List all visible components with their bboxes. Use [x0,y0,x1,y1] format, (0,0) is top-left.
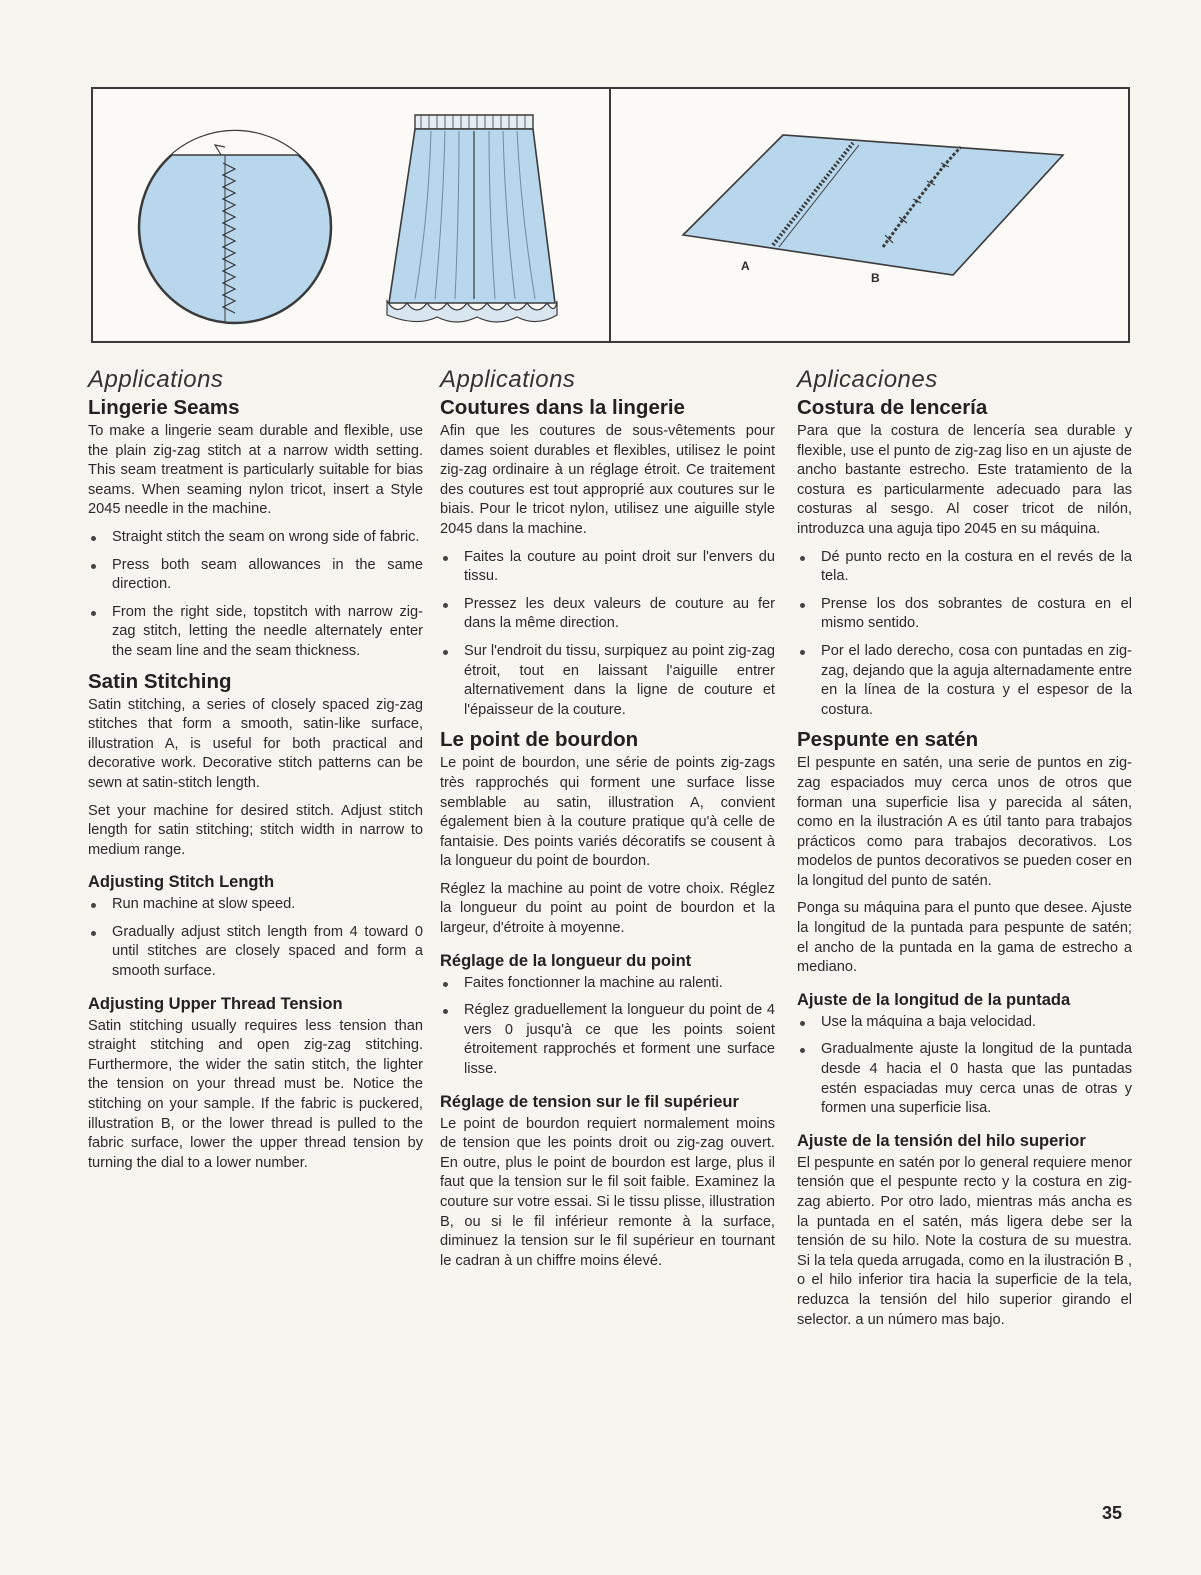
lingerie-step: Press both seam allowances in the same direction. [88,556,423,595]
satin-heading: Le point de bourdon [440,728,639,752]
length-steps [88,895,423,981]
length-step: Use la máquina a baja velocidad. [797,1013,1132,1033]
lingerie-steps [88,528,423,662]
lingerie-heading: Lingerie Seams [88,396,240,419]
spanish-column [797,366,1132,1338]
lingerie-intro: Afin que les coutures de sous-vêtements pour dames soient durables et flexibles, utilisez le point zig-zag ordinaire à un réglage étroit. Ce traitement des coutures est tout approprié aux coutures sur le biais. Pour le tricot nylon, utilisez une aiguille style 2045 dans la machine. [440,423,775,537]
tension-heading: Ajuste de la tensión del hilo superior [797,1131,1086,1150]
lingerie-step: Sur l'endroit du tissu, surpiquez au point zig-zag étroit, tout en laissant l'aiguille entrer alternativement dans la ligne de couture et l'épaisseur de la couture. [440,642,775,720]
lingerie-step: Straight stitch the seam on wrong side of fabric. [88,528,423,548]
lingerie-heading: Coutures dans la lingerie [440,396,685,419]
satin-heading: Satin Stitching [88,669,232,693]
english-column [88,366,423,1181]
tension-heading: Réglage de tension sur le fil supérieur [440,1092,739,1111]
lingerie-step: Pressez les deux valeurs de couture au fer dans la même direction. [440,595,775,634]
lingerie-intro: Para que la costura de lencería sea durable y flexible, use el punto de zig-zag liso en un ajuste de ancho bastante estrecho. Este tratamiento de la costura es particularmente adecuado para las costuras al sesgo. Al coser tricot de nilón, introduzca una aguja tipo 2045 en su máquina. [797,423,1132,537]
satin-intro: El pespunte en satén, una serie de puntos en zig-zag espaciados muy cerca unos de otros que forman una superficie lisa y parecida al sáten, como en la ilustración A es útil tanto para trabajos prácticos como para trabajos decorativos. Los modelos de puntos decorativos se pueden coser en la longitud del punto de satén. [797,755,1132,889]
tension-heading: Adjusting Upper Thread Tension [88,994,343,1013]
lingerie-step: Por el lado derecho, cosa con puntadas en zig-zag, dejando que la aguja alternadamente entre en la línea de la costura y el espesor de la costura. [797,642,1132,720]
illustration-label-b: B [871,271,880,285]
lingerie-step: Faites la couture au point droit sur l'envers du tissu. [440,548,775,587]
section-title: Aplicaciones [797,366,938,393]
satin-intro: Le point de bourdon, une série de points zig-zags très rapprochés qui forment une surface lisse semblable au satin, illustration A, convient également bien à la couture pratique qu'à celle de fantaisie. Des points variés décoratifs se cousent à la longueur du point de bourdon. [440,755,775,870]
length-step: Run machine at slow speed. [88,895,423,915]
seam-closeup-illustration [135,125,355,325]
satin-setup: Set your machine for desired stitch. Adjust stitch length for satin stitching; stitch width in narrow to medium range. [88,802,423,858]
length-step: Faites fonctionner la machine au ralenti. [440,974,775,994]
tension-text: Satin stitching usually requires less tension than straight stitching and open zig-zag stitching. Furthermore, the wider the satin stitch, the lighter the tension on your thread must be. Notice the stitching on your sample. If the fabric is puckered, illustration B, or the lower thread is pulled to the fabric surface, lower the upper thread tension by turning the dial to a lower number. [88,1017,423,1171]
satin-heading: Pespunte en satén [797,728,979,752]
french-column [440,366,775,1279]
lingerie-heading: Costura de lencería [797,396,988,419]
satin-setup: Ponga su máquina para el punto que desee. Ajuste la longitud de la puntada para pespunte de satén; el ancho de la puntada en la gama de estrecho a mediano. [797,900,1132,976]
length-step: Gradually adjust stitch length from 4 toward 0 until stitches are closely spaced and form a smooth surface. [88,923,423,982]
section-title: Applications [88,366,224,393]
length-steps [797,1013,1132,1119]
length-heading: Adjusting Stitch Length [88,873,275,892]
lingerie-step: From the right side, topstitch with narrow zig-zag stitch, letting the needle alternately enter the seam line and the seam thickness. [88,603,423,662]
section-title: Applications [440,366,576,393]
lingerie-step: Prense los dos sobrantes de costura en el mismo sentido. [797,595,1132,634]
length-heading: Ajuste de la longitud de la puntada [797,990,1071,1009]
satin-stitch-samples-illustration [653,115,1093,315]
satin-setup: Réglez la machine au point de votre choix. Réglez la longueur du point au point de bourdon et la largeur, d'étroite à moyenne. [440,880,775,937]
panel-divider [609,89,611,341]
illustration-panel [91,87,1130,343]
slip-illustration [371,103,581,331]
length-step: Réglez graduellement la longueur du point de 4 vers 0 jusqu'à ce que les points soient étroitement rapprochés et forment une surface lisse. [440,1001,775,1079]
lingerie-steps [440,548,775,721]
length-steps [440,974,775,1080]
page-number: 35 [1102,1503,1123,1523]
lingerie-intro: To make a lingerie seam durable and flexible, use the plain zig-zag stitch at a narrow width setting. This seam treatment is particularly suitable for bias seams. When seaming nylon tricot, insert a Style 2045 needle in the machine. [88,423,423,518]
tension-text: El pespunte en satén por lo general requiere menor tensión que el pespunte recto y la costura en zig-zag abierto. Por otro lado, mientras más ancha es la puntada en el satén, más ligera debe ser la tensión de su hilo. Note la costura de su muestra. Si la tela queda arrugada, como en la ilustración B , o el hilo inferior tira hacia la superficie de la tela, reduzca la tensión del hilo superior girando el selector. a un número mas bajo. [797,1154,1132,1328]
lingerie-steps [797,548,1132,721]
length-heading: Réglage de la longueur du point [440,951,692,970]
illustration-label-a: A [741,259,750,273]
lingerie-step: Dé punto recto en la costura en el revés de la tela. [797,548,1132,587]
satin-intro: Satin stitching, a series of closely spaced zig-zag stitches that form a smooth, satin-like surface, illustration A, is useful for both practical and decorative work. Decorative stitch patterns can be sewn at satin-stitch length. [88,696,423,791]
tension-text: Le point de bourdon requiert normalement moins de tension que les points droit ou zig-zag ouvert. En outre, plus le point de bourdon est large, plus il faut que la tension sur le fil soit faible. Examinez la couture sur votre essai. Si le tissu plisse, illustration B, ou si le fil inférieur remonte à la surface, diminuez la tension sur le fil supérieur en tournant le cadran à un chiffre moins élevé. [440,1115,775,1269]
length-step: Gradualmente ajuste la longitud de la puntada desde 4 hacia el 0 hasta que las puntadas estén espaciadas muy cerca unas de otras y formen una superficie lisa. [797,1040,1132,1118]
